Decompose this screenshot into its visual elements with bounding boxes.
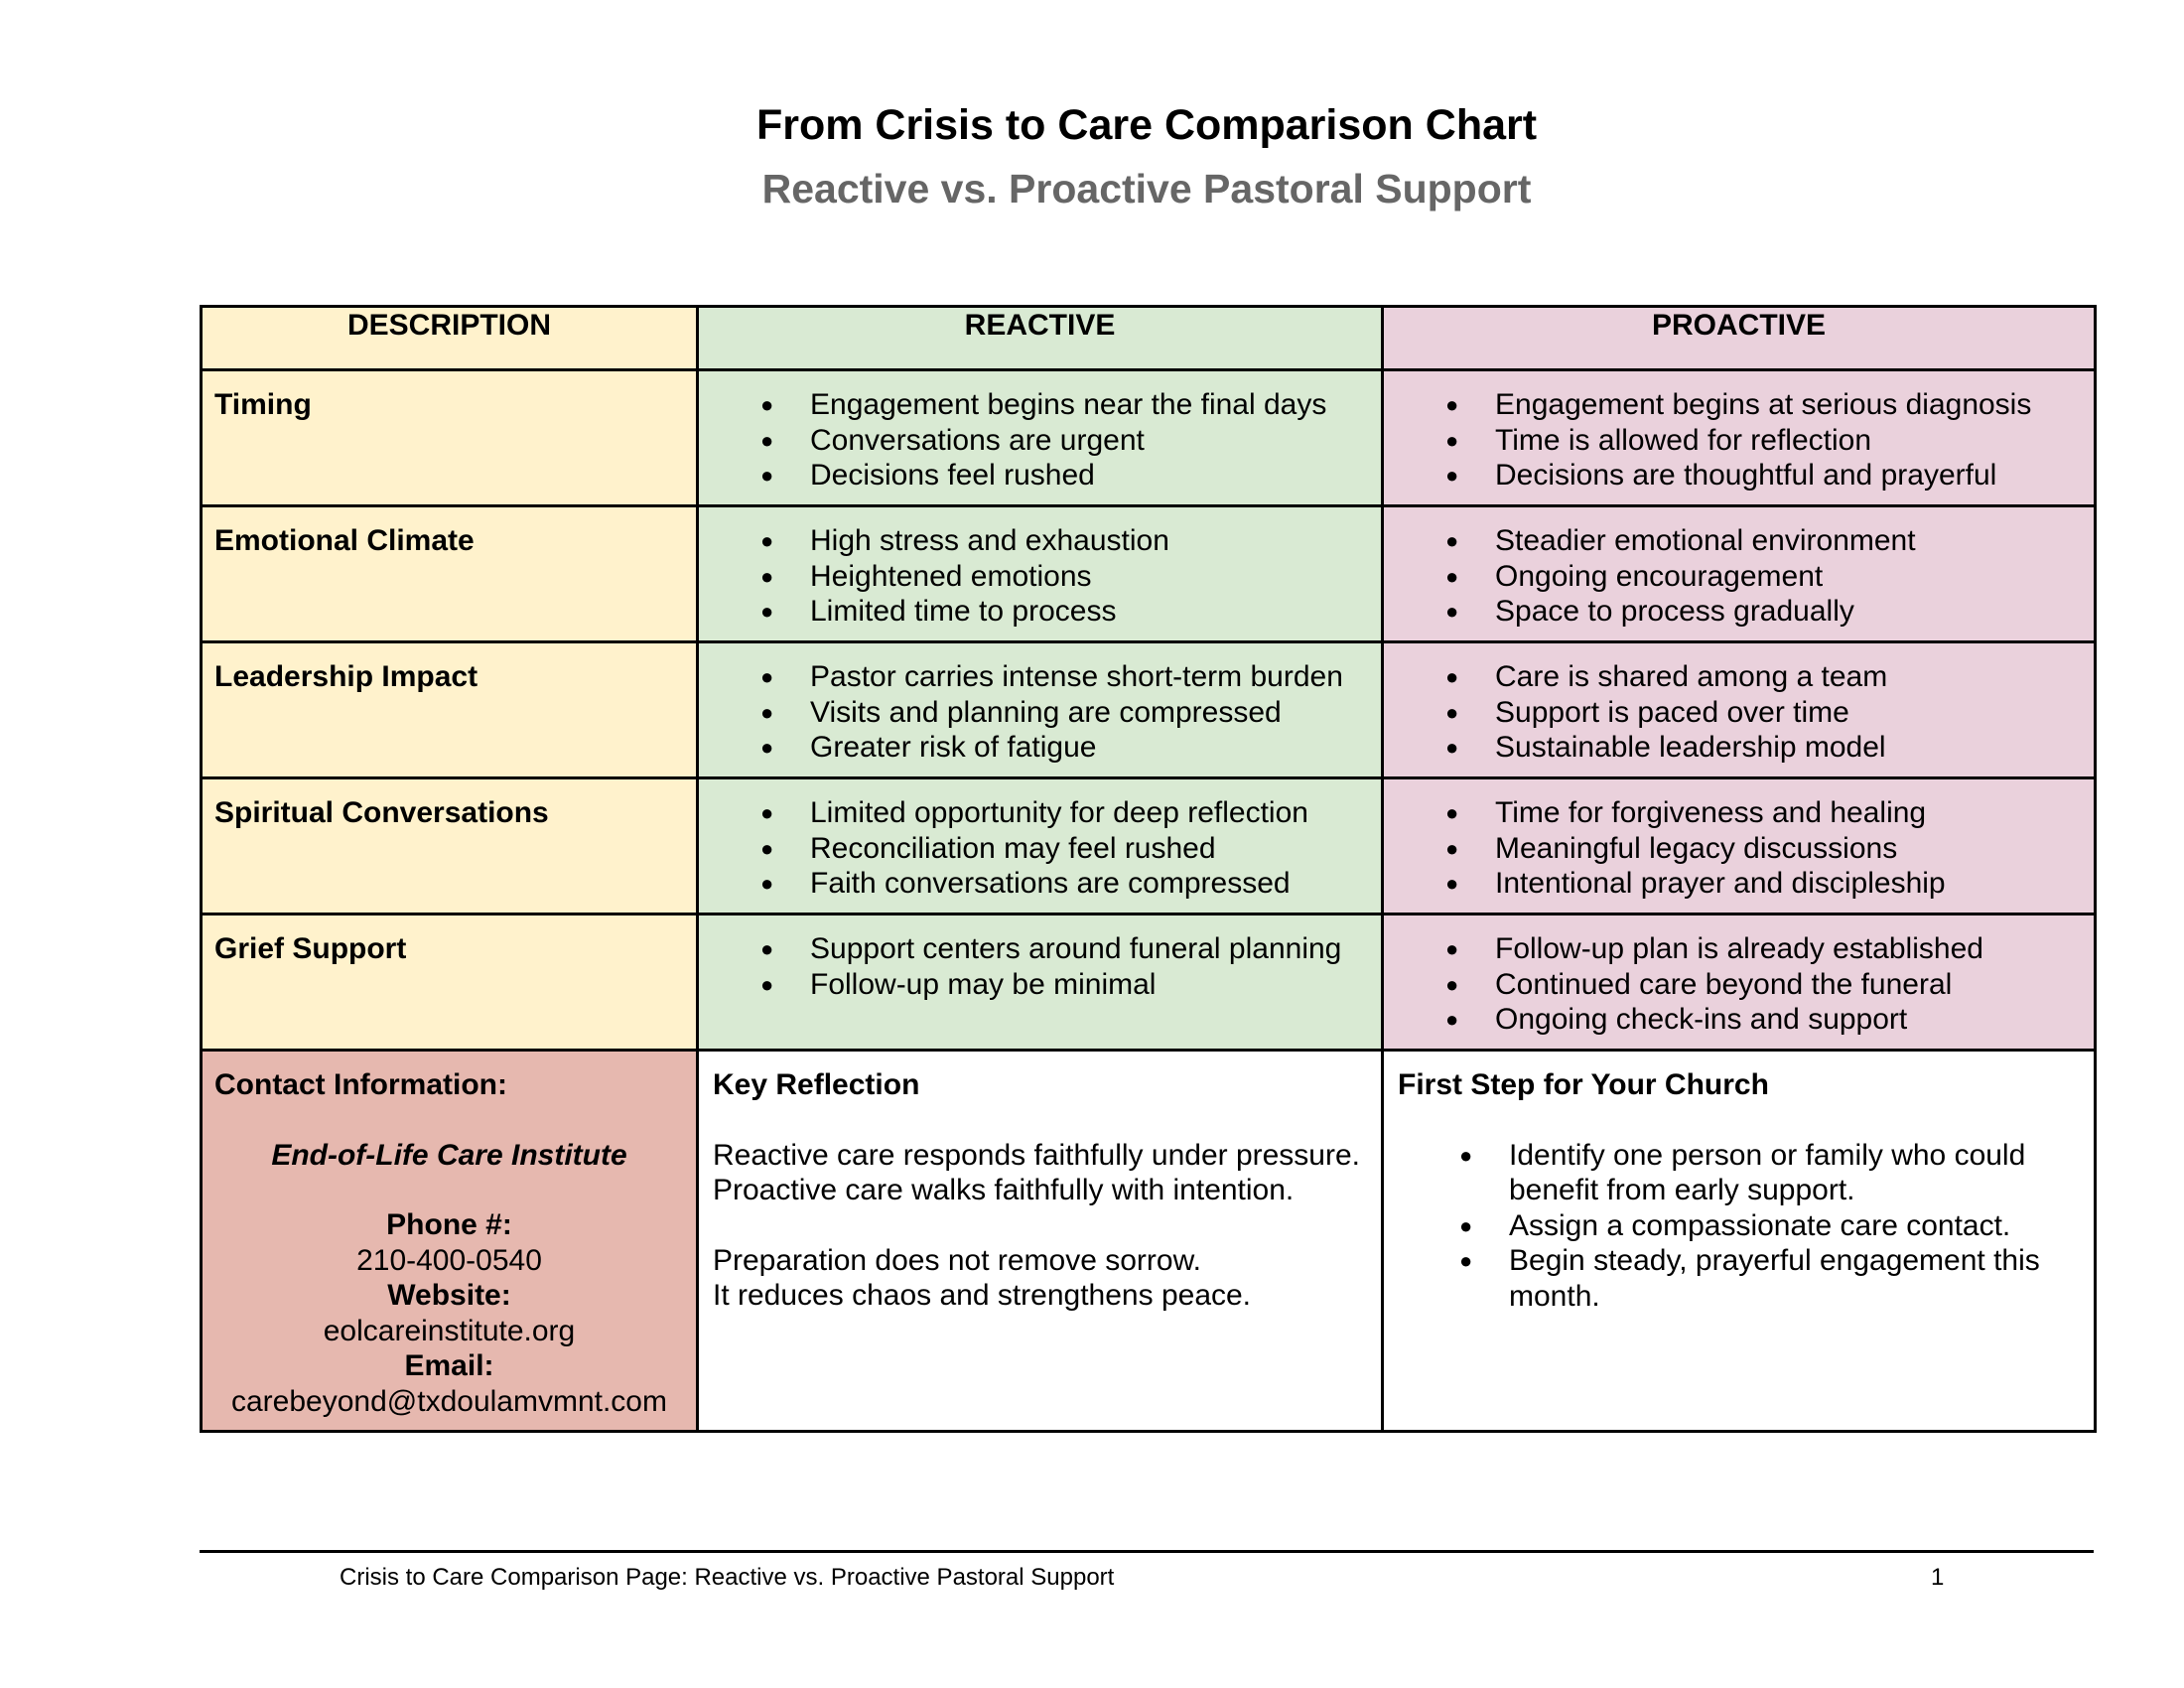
list-item: ● Time is allowed for reflection <box>1384 423 2084 459</box>
list-item: ● Space to process gradually <box>1384 594 2084 630</box>
list-item: ● Decisions feel rushed <box>699 458 1371 493</box>
reactive-list <box>699 643 1381 766</box>
row-label-cell <box>202 506 698 642</box>
list-item: ● Limited time to process <box>699 594 1371 630</box>
reactive-cell <box>698 506 1383 642</box>
header-proactive: PROACTIVE <box>1383 307 2096 370</box>
row-label: Emotional Climate <box>214 524 475 557</box>
list-item: ● Follow-up may be minimal <box>699 967 1371 1003</box>
proactive-cell <box>1383 778 2096 914</box>
reflection-line: Preparation does not remove sorrow. <box>713 1243 1201 1277</box>
website-link[interactable]: eolcareinstitute.org <box>323 1314 576 1347</box>
table-row <box>202 642 2096 778</box>
list-item: ● Support is paced over time <box>1384 695 2084 731</box>
reflection-cell <box>698 1051 1383 1432</box>
row-label-cell <box>202 778 698 914</box>
list-item: ● Faith conversations are compressed <box>699 866 1371 902</box>
list-item: ● Decisions are thoughtful and prayerful <box>1384 458 2084 493</box>
reflection-line: It reduces chaos and strengthens peace. <box>713 1279 1252 1312</box>
website-label: Website: <box>387 1279 511 1312</box>
document-subtitle: Reactive vs. Proactive Pastoral Support <box>761 166 1532 211</box>
list-item: ● Pastor carries intense short-term burden <box>699 659 1371 695</box>
list-item: ● Support centers around funeral planning <box>699 931 1371 967</box>
reflection-line: Reactive care responds faithfully under pressure. <box>713 1138 1361 1172</box>
proactive-cell <box>1383 914 2096 1051</box>
list-item: ● Heightened emotions <box>699 559 1371 595</box>
proactive-list <box>1384 779 2094 902</box>
list-item: ● Limited opportunity for deep reflection <box>699 795 1371 831</box>
row-label-cell <box>202 642 698 778</box>
proactive-list <box>1384 915 2094 1038</box>
table-header-row <box>202 307 2096 370</box>
list-item: ● Engagement begins at serious diagnosis <box>1384 387 2084 423</box>
list-item: ● Steadier emotional environment <box>1384 523 2084 559</box>
reactive-list <box>699 507 1381 630</box>
proactive-list <box>1384 507 2094 630</box>
first-step-heading: First Step for Your Church <box>1398 1068 1769 1101</box>
proactive-cell <box>1383 642 2096 778</box>
email-label: Email: <box>404 1349 494 1382</box>
list-item: ● Greater risk of fatigue <box>699 730 1371 766</box>
list-item: ● Identify one person or family who could benefit from early support. <box>1398 1138 2070 1208</box>
list-item: ● Time for forgiveness and healing <box>1384 795 2084 831</box>
contact-heading: Contact Information: <box>214 1068 507 1101</box>
reactive-list <box>699 779 1381 902</box>
list-item: ● High stress and exhaustion <box>699 523 1371 559</box>
reactive-cell <box>698 370 1383 506</box>
table-row <box>202 506 2096 642</box>
table-row <box>202 914 2096 1051</box>
footer-divider <box>200 1550 2094 1553</box>
document-title: From Crisis to Care Comparison Chart <box>755 101 1538 149</box>
header-reactive: REACTIVE <box>698 307 1383 370</box>
comparison-table <box>200 305 2097 1433</box>
contact-cell <box>202 1051 698 1432</box>
summary-row <box>202 1051 2096 1432</box>
list-item: ● Assign a compassionate care contact. <box>1398 1208 2070 1244</box>
list-item: ● Engagement begins near the final days <box>699 387 1371 423</box>
proactive-cell <box>1383 506 2096 642</box>
list-item: ● Reconciliation may feel rushed <box>699 831 1371 867</box>
reactive-cell <box>698 778 1383 914</box>
table-row <box>202 778 2096 914</box>
first-step-cell <box>1383 1051 2096 1432</box>
reflection-heading: Key Reflection <box>713 1068 920 1101</box>
proactive-list <box>1384 643 2094 766</box>
list-item: ● Begin steady, prayerful engagement this month. <box>1398 1243 2070 1314</box>
reactive-list <box>699 371 1381 493</box>
organization-name: End-of-Life Care Institute <box>271 1138 627 1172</box>
header-description: DESCRIPTION <box>202 307 698 370</box>
row-label: Grief Support <box>214 932 407 965</box>
phone-label: Phone #: <box>386 1208 512 1241</box>
reactive-cell <box>698 914 1383 1051</box>
proactive-list <box>1384 371 2094 493</box>
footer-text: Crisis to Care Comparison Page: Reactive vs. Proactive Pastoral Support <box>340 1564 1115 1591</box>
proactive-cell <box>1383 370 2096 506</box>
list-item: ● Ongoing check-ins and support <box>1384 1002 2084 1038</box>
row-label-cell <box>202 370 698 506</box>
list-item: ● Conversations are urgent <box>699 423 1371 459</box>
reactive-list <box>699 915 1381 1002</box>
reactive-cell <box>698 642 1383 778</box>
list-item: ● Meaningful legacy discussions <box>1384 831 2084 867</box>
list-item: ● Sustainable leadership model <box>1384 730 2084 766</box>
list-item: ● Intentional prayer and discipleship <box>1384 866 2084 902</box>
row-label: Spiritual Conversations <box>214 796 549 829</box>
table-row <box>202 370 2096 506</box>
row-label-cell <box>202 914 698 1051</box>
row-label: Leadership Impact <box>214 660 478 693</box>
page-number: 1 <box>1931 1564 1945 1591</box>
list-item: ● Care is shared among a team <box>1384 659 2084 695</box>
email-link[interactable]: carebeyond@txdoulamvmnt.com <box>231 1384 667 1418</box>
first-step-list <box>1398 1138 2080 1315</box>
row-label: Timing <box>214 388 312 421</box>
reflection-line: Proactive care walks faithfully with intention. <box>713 1174 1295 1206</box>
list-item: ● Continued care beyond the funeral <box>1384 967 2084 1003</box>
list-item: ● Follow-up plan is already established <box>1384 931 2084 967</box>
list-item: ● Visits and planning are compressed <box>699 695 1371 731</box>
phone-number: 210-400-0540 <box>356 1243 542 1277</box>
list-item: ● Ongoing encouragement <box>1384 559 2084 595</box>
